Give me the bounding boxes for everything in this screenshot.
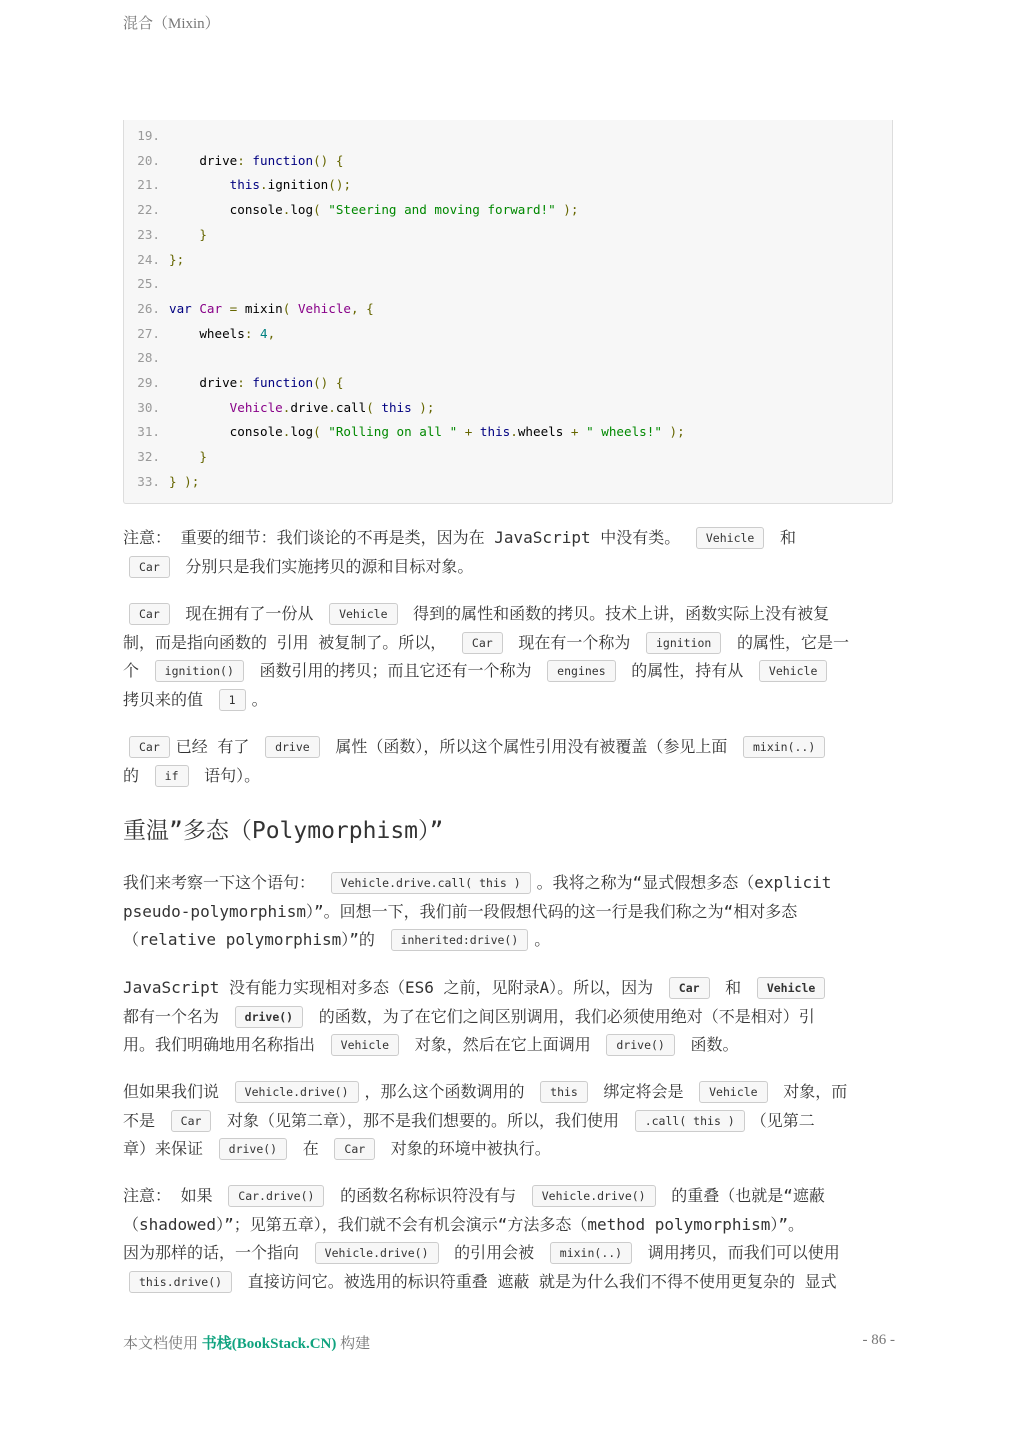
code-token: ignition: [267, 177, 329, 193]
code-token: }: [169, 449, 207, 465]
inline-code: Car.drive(): [228, 1185, 324, 1207]
paragraph-text: 的重叠（也就是“遮蔽: [661, 1186, 825, 1205]
code-token: );: [555, 202, 579, 218]
inline-code: drive(): [219, 1138, 287, 1160]
paragraph-text: （shadowed）”；见第五章），我们就不会有机会演示“方法多态（method polymorphism）”。: [123, 1214, 804, 1234]
code-token: drive: [169, 152, 238, 168]
line-number: 32.: [137, 449, 160, 465]
paragraph-text: ，那么这个函数调用的: [364, 1082, 535, 1101]
inline-code: Car: [129, 603, 170, 625]
paragraph-text: 但如果我们说: [123, 1082, 229, 1101]
inline-code: Vehicle: [757, 977, 825, 999]
paragraph-text: 函数。: [680, 1035, 739, 1055]
code-token: this: [381, 399, 412, 415]
code-line: [124, 445, 207, 470]
inline-code: Vehicle: [696, 527, 764, 549]
paragraph-text: 。: [534, 930, 551, 950]
code-line: [124, 248, 184, 273]
line-number: 21.: [137, 177, 160, 193]
paragraph-text: 函数引用的拷贝；而且它还有一个称为: [249, 661, 542, 681]
code-token: () {: [313, 375, 344, 390]
code-token: "Steering and moving forward!": [328, 202, 556, 218]
paragraph-text: 和: [715, 978, 751, 997]
paragraph-text: 在: [293, 1139, 329, 1159]
paragraph-text: 的函数名称标识符没有与: [330, 1186, 526, 1205]
paragraph-text: 不是: [123, 1110, 165, 1130]
inline-code: Vehicle.drive.call( this ): [331, 872, 531, 894]
inline-code: mixin(..): [550, 1242, 632, 1264]
inline-code: Vehicle.drive(): [315, 1242, 439, 1264]
code-token: this: [479, 424, 511, 440]
code-block: [123, 120, 893, 504]
code-line: [124, 198, 578, 223]
paragraph-text: 的函数，为了在它们之间区别调用，我们必须使用绝对（不是相对）引: [309, 1006, 815, 1026]
line-number: 26.: [137, 300, 160, 316]
paragraph-text: 的: [123, 765, 149, 785]
line-number: 20.: [137, 152, 160, 168]
line-number: 27.: [137, 325, 160, 341]
paragraph-text: 调用拷贝，而我们可以使用: [638, 1243, 840, 1263]
code-token: .: [282, 202, 291, 218]
paragraph-text: 注意： 重要的细节：我们谈论的不再是类，因为在 JavaScript 中没有类。: [123, 528, 690, 547]
inline-code: this.drive(): [129, 1271, 232, 1293]
section-heading: 重温”多态（Polymorphism）”: [123, 818, 444, 844]
inline-code: Car: [462, 632, 503, 654]
code-token: (: [366, 399, 382, 415]
code-token: [169, 400, 230, 415]
code-token: .: [510, 424, 518, 440]
code-token: ();: [328, 177, 352, 193]
paragraph-text: 分别只是我们实施拷贝的源和目标对象。: [175, 556, 474, 576]
inline-code: Vehicle: [759, 660, 827, 682]
code-token: .: [282, 399, 291, 415]
code-token: drive: [169, 375, 238, 390]
line-number: 31.: [137, 424, 160, 440]
inline-code: Car: [669, 977, 710, 999]
code-token: };: [169, 251, 185, 267]
code-token: (: [313, 202, 329, 218]
footer: [123, 1332, 370, 1353]
code-line: [124, 322, 275, 347]
body-paragraph: [123, 1078, 893, 1164]
code-token: +: [457, 424, 480, 440]
page-number: - 86 -: [862, 1332, 895, 1348]
body-paragraph: [123, 869, 893, 955]
paragraph-text: 已经 有了: [175, 737, 260, 756]
paragraph-text: pseudo-polymorphism）”。回想一下，我们前一段假想代码的这一行是我们称之为“相对多态: [123, 901, 798, 921]
body-paragraph: [123, 1182, 893, 1297]
code-token: :: [237, 375, 253, 390]
inline-code: 1: [219, 689, 246, 711]
code-line: [124, 396, 434, 421]
inline-code: drive(): [606, 1034, 674, 1056]
code-token: .: [260, 177, 268, 193]
code-token: function: [252, 375, 314, 390]
paragraph-text: 语句）。: [194, 765, 261, 785]
code-line: [124, 149, 343, 174]
code-line: [124, 420, 685, 445]
code-token: mixin: [244, 300, 283, 316]
code-token: Vehicle: [229, 399, 283, 415]
inline-code: Car: [171, 1110, 212, 1132]
code-token: console: [169, 202, 283, 218]
paragraph-text: 。我将之称为“显式假想多态（explicit: [536, 873, 832, 892]
code-token: .: [328, 399, 336, 415]
body-paragraph: [123, 733, 893, 790]
paragraph-text: 的属性，持有从: [621, 661, 753, 681]
paragraph-text: 得到的属性和函数的拷贝。技术上讲，函数实际上没有被复: [403, 604, 830, 623]
body-paragraph: [123, 600, 893, 715]
inline-code: if: [155, 765, 189, 787]
paragraph-text: 属性（函数），所以这个属性引用没有被覆盖（参见上面: [325, 737, 737, 756]
code-token: Car: [199, 300, 223, 316]
code-token: function: [252, 152, 314, 168]
code-token: Vehicle: [297, 300, 352, 316]
inline-code: Vehicle.drive(): [532, 1185, 656, 1207]
code-token: , {: [351, 300, 374, 316]
paragraph-text: 拷贝来的值: [123, 690, 213, 710]
code-token: (: [282, 300, 298, 316]
code-token: call: [335, 399, 367, 415]
inline-code: this: [540, 1081, 588, 1103]
line-number: 25.: [137, 276, 160, 292]
code-token: () {: [313, 152, 344, 168]
paragraph-text: JavaScript 没有能力实现相对多态（ES6 之前，见附录A）。所以，因为: [123, 978, 663, 997]
inline-code: mixin(..): [743, 736, 825, 758]
code-token: =: [222, 300, 245, 316]
inline-code: .call( this ): [635, 1110, 745, 1132]
code-token: }: [169, 226, 207, 242]
paragraph-text: 用。我们明确地用名称指出: [123, 1035, 325, 1055]
code-token: +: [563, 424, 587, 440]
line-number: 28.: [137, 350, 160, 366]
code-token: log: [290, 202, 314, 218]
code-line: [124, 371, 343, 396]
inline-code: Vehicle: [699, 1081, 767, 1103]
paragraph-text: （relative polymorphism）”的: [123, 930, 385, 950]
code-line: [124, 297, 374, 322]
paragraph-text: 制，而是指向函数的 引用 被复制了。所以，: [123, 632, 456, 652]
inline-code: Vehicle: [331, 1034, 399, 1056]
code-token: :: [237, 152, 253, 168]
code-token: this: [229, 177, 261, 193]
code-token: "Rolling on all ": [328, 424, 458, 440]
paragraph-text: 章）来保证: [123, 1139, 213, 1159]
code-token: ,: [267, 325, 276, 341]
code-token: );: [661, 424, 685, 440]
line-number: 30.: [137, 399, 160, 415]
body-paragraph: [123, 974, 893, 1060]
code-token: );: [411, 399, 435, 415]
paragraph-text: 和: [770, 528, 796, 547]
inline-code: ignition(): [155, 660, 244, 682]
line-number: 33.: [137, 473, 160, 489]
inline-code: Vehicle.drive(): [235, 1081, 359, 1103]
paragraph-text: （见第二: [750, 1110, 815, 1130]
code-line: [124, 173, 351, 198]
code-line: [124, 124, 169, 149]
code-token: } );: [169, 473, 200, 489]
paragraph-text: 个: [123, 661, 149, 681]
code-token: " wheels!": [586, 424, 662, 440]
paragraph-text: 现在有一个称为: [508, 632, 640, 652]
code-token: var: [169, 300, 200, 316]
line-number: 23.: [137, 226, 160, 242]
inline-code: Car: [334, 1138, 375, 1160]
footer-suffix: 构建: [336, 1336, 371, 1352]
line-number: 22.: [137, 202, 160, 218]
page-header-title: 混合（Mixin）: [123, 16, 220, 32]
code-token: :: [244, 325, 260, 341]
paragraph-text: 。: [251, 690, 268, 710]
code-line: [124, 470, 199, 495]
inline-code: Vehicle: [329, 603, 397, 625]
code-token: (: [313, 424, 329, 440]
inline-code: ignition: [646, 632, 721, 654]
code-token: .: [282, 424, 291, 440]
paragraph-text: 注意： 如果: [123, 1186, 223, 1205]
paragraph-text: 对象的环境中被执行。: [381, 1139, 551, 1159]
body-paragraph: [123, 524, 893, 581]
paragraph-text: 因为那样的话，一个指向: [123, 1243, 309, 1263]
paragraph-text: 都有一个名为: [123, 1006, 229, 1026]
line-number: 29.: [137, 375, 160, 390]
code-token: log: [290, 424, 314, 440]
inline-code: drive: [265, 736, 320, 758]
code-line: [124, 223, 207, 248]
inline-code: Car: [129, 736, 170, 758]
code-token: 4: [260, 325, 268, 341]
paragraph-text: 我们来考察一下这个语句：: [123, 873, 325, 892]
footer-brand-link[interactable]: 书栈(BookStack.CN): [201, 1336, 337, 1352]
code-token: [169, 177, 230, 192]
paragraph-text: 对象，然后在它上面调用: [405, 1035, 601, 1055]
code-token: drive: [290, 399, 329, 415]
code-token: wheels: [517, 424, 564, 440]
paragraph-text: 对象（见第二章），那不是我们想要的。所以，我们使用: [217, 1110, 629, 1130]
line-number: 19.: [137, 128, 160, 143]
footer-prefix: 本文档使用: [123, 1336, 202, 1352]
code-token: wheels: [169, 325, 245, 341]
paragraph-text: 现在拥有了一份从: [175, 604, 324, 623]
code-line: [124, 272, 169, 297]
line-number: 24.: [137, 251, 160, 267]
inline-code: drive(): [235, 1006, 303, 1028]
inline-code: Car: [129, 556, 170, 578]
paragraph-text: 直接访问它。被选用的标识符重叠 遮蔽 就是为什么我们不得不使用更复杂的 显式: [238, 1272, 837, 1292]
paragraph-text: 的引用会被: [444, 1243, 544, 1263]
code-token: console: [169, 424, 283, 440]
paragraph-text: 的属性，它是一: [727, 632, 849, 652]
inline-code: inherited:drive(): [391, 929, 529, 951]
paragraph-text: 绑定将会是: [593, 1082, 694, 1101]
code-line: [124, 346, 169, 371]
inline-code: engines: [547, 660, 615, 682]
paragraph-text: 对象，而: [773, 1082, 848, 1101]
